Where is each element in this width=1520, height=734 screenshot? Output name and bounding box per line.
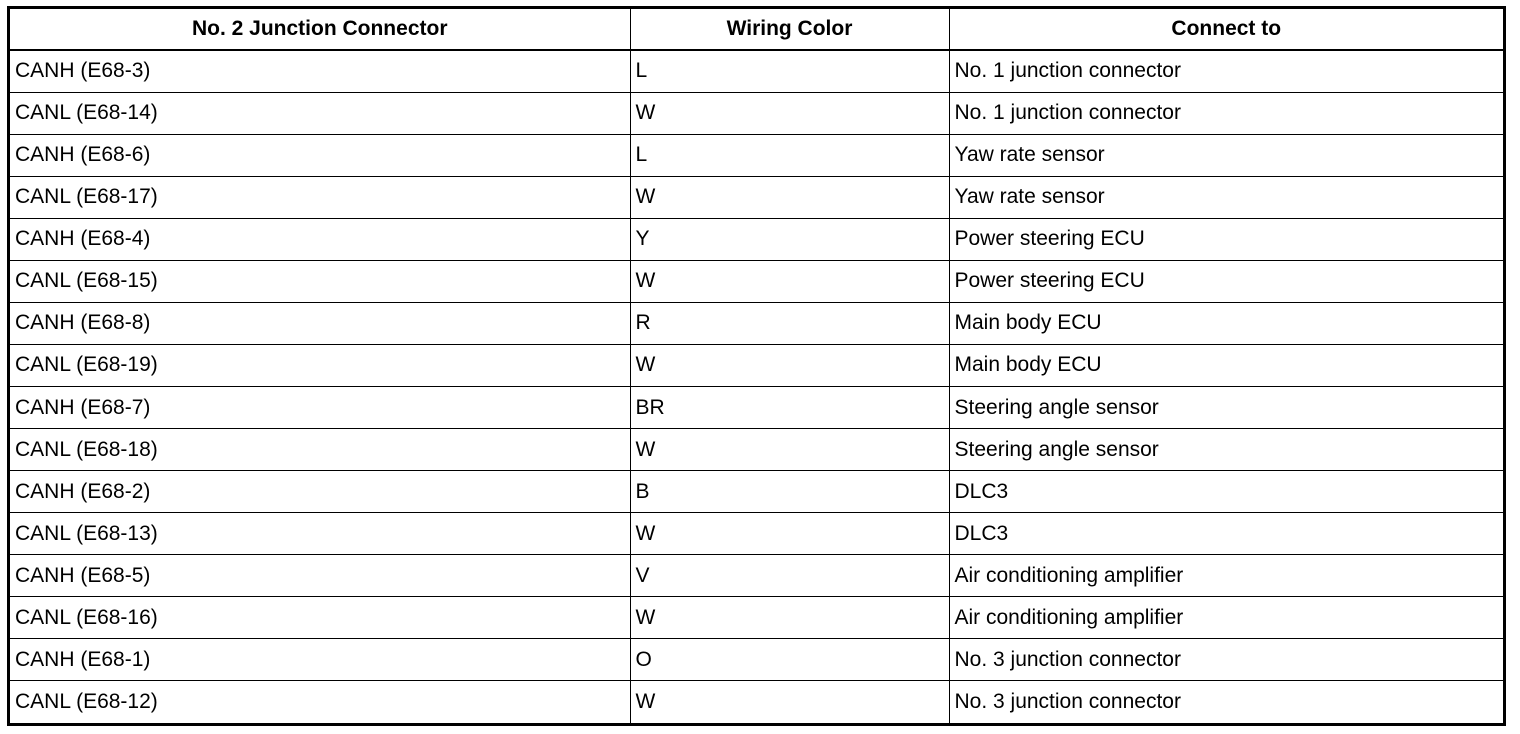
table-row (10, 260, 1503, 302)
table-row (10, 471, 1503, 513)
connect-to-cell: Main body ECU (949, 302, 1503, 344)
wiring-color-cell: V (630, 555, 949, 597)
table-header-row (10, 9, 1503, 50)
terminal-cell: CANL (E68-13) (10, 513, 630, 555)
terminal-cell: CANH (E68-6) (10, 134, 630, 176)
wiring-color-cell: W (630, 176, 949, 218)
header-junction-connector: No. 2 Junction Connector (10, 9, 630, 50)
connect-to-cell: DLC3 (949, 513, 1503, 555)
table-row (10, 429, 1503, 471)
connect-to-cell: No. 1 junction connector (949, 92, 1503, 134)
wiring-color-cell: Y (630, 218, 949, 260)
wiring-color-cell: R (630, 302, 949, 344)
connect-to-cell: Main body ECU (949, 344, 1503, 386)
wiring-color-cell: W (630, 429, 949, 471)
connect-to-cell: Steering angle sensor (949, 429, 1503, 471)
table-body (10, 50, 1503, 723)
wiring-color-cell: W (630, 681, 949, 723)
terminal-cell: CANH (E68-5) (10, 555, 630, 597)
junction-connector-table (10, 9, 1503, 723)
wiring-color-cell: W (630, 597, 949, 639)
connect-to-cell: No. 1 junction connector (949, 50, 1503, 92)
table-row (10, 513, 1503, 555)
terminal-cell: CANL (E68-17) (10, 176, 630, 218)
table-row (10, 639, 1503, 681)
table-row (10, 387, 1503, 429)
table-row (10, 344, 1503, 386)
connect-to-cell: Power steering ECU (949, 218, 1503, 260)
connect-to-cell: Yaw rate sensor (949, 134, 1503, 176)
terminal-cell: CANH (E68-7) (10, 387, 630, 429)
wiring-color-cell: W (630, 344, 949, 386)
terminal-cell: CANL (E68-12) (10, 681, 630, 723)
wiring-color-cell: W (630, 513, 949, 555)
table-row (10, 555, 1503, 597)
terminal-cell: CANL (E68-16) (10, 597, 630, 639)
terminal-cell: CANH (E68-3) (10, 50, 630, 92)
table-row (10, 681, 1503, 723)
wiring-color-cell: O (630, 639, 949, 681)
terminal-cell: CANH (E68-4) (10, 218, 630, 260)
terminal-cell: CANH (E68-1) (10, 639, 630, 681)
terminal-cell: CANH (E68-2) (10, 471, 630, 513)
connect-to-cell: No. 3 junction connector (949, 639, 1503, 681)
connect-to-cell: Air conditioning amplifier (949, 555, 1503, 597)
terminal-cell: CANL (E68-18) (10, 429, 630, 471)
wiring-color-cell: L (630, 50, 949, 92)
connect-to-cell: Steering angle sensor (949, 387, 1503, 429)
header-wiring-color: Wiring Color (630, 9, 949, 50)
wiring-color-cell: BR (630, 387, 949, 429)
connector-table-frame (7, 6, 1506, 726)
connect-to-cell: Air conditioning amplifier (949, 597, 1503, 639)
table-row (10, 218, 1503, 260)
terminal-cell: CANL (E68-15) (10, 260, 630, 302)
connect-to-cell: Power steering ECU (949, 260, 1503, 302)
wiring-color-cell: W (630, 260, 949, 302)
wiring-color-cell: W (630, 92, 949, 134)
terminal-cell: CANL (E68-14) (10, 92, 630, 134)
wiring-color-cell: B (630, 471, 949, 513)
header-connect-to: Connect to (949, 9, 1503, 50)
terminal-cell: CANH (E68-8) (10, 302, 630, 344)
terminal-cell: CANL (E68-19) (10, 344, 630, 386)
connect-to-cell: No. 3 junction connector (949, 681, 1503, 723)
table-row (10, 134, 1503, 176)
table-row (10, 92, 1503, 134)
connect-to-cell: DLC3 (949, 471, 1503, 513)
table-row (10, 302, 1503, 344)
wiring-color-cell: L (630, 134, 949, 176)
connect-to-cell: Yaw rate sensor (949, 176, 1503, 218)
table-row (10, 597, 1503, 639)
table-row (10, 50, 1503, 92)
table-row (10, 176, 1503, 218)
